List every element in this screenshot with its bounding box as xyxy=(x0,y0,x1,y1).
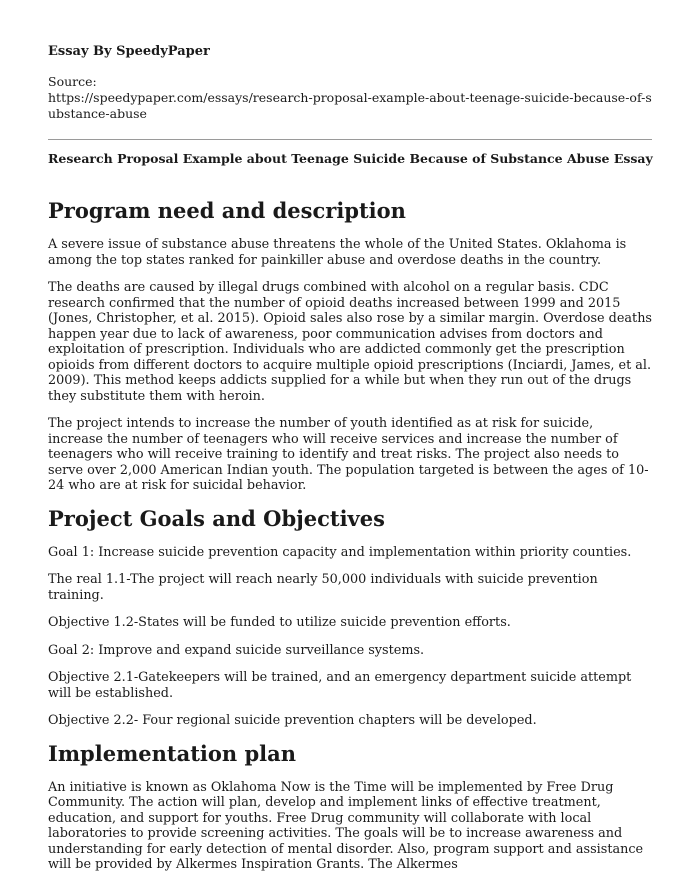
source-url[interactable]: https://speedypaper.com/essays/research-proposal-example-about-teenage-suicide-because-of-substance-abuse xyxy=(48,90,652,121)
source-label: Source: xyxy=(48,74,97,89)
section-heading: Implementation plan xyxy=(48,740,297,766)
paragraph: Objective 2.1-Gatekeepers will be trained, and an emergency department suicide attempt will be established. xyxy=(48,670,632,701)
source-block xyxy=(48,74,652,122)
paragraph: Goal 1: Increase suicide prevention capacity and implementation within priority counties. xyxy=(48,544,632,560)
essay-title: Research Proposal Example about Teenage Suicide Because of Substance Abuse Essay xyxy=(48,151,653,166)
paragraph: Objective 2.2- Four regional suicide prevention chapters will be developed. xyxy=(48,713,537,728)
section-goals-objectives xyxy=(48,506,652,729)
divider xyxy=(48,139,652,140)
paragraph: An initiative is known as Oklahoma Now is the Time will be implemented by Free Drug Community. The action will plan, develop and implement links of effective treatment, education, and support for youths. Free Drug community will collaborate with local laboratories to provide screening activities. The goals will be to increase awareness and understanding for early detection of mental disorder. Also, program support and assistance will be provided by Alkermes Inspiration Grants. The Alkermes xyxy=(48,779,644,872)
essay-body xyxy=(48,198,652,885)
section-heading: Program need and description xyxy=(48,198,406,223)
paragraph: The project intends to increase the number of youth identified as at risk for suicide, increase the number of teenagers who will receive services and increase the number of teenagers who will receive training to identify and treat risks. The project also needs to serve over 2,000 American Indian youth. The population targeted is between the ages of 10-24 who are at risk for suicidal behavior. xyxy=(48,416,649,493)
section-heading: Project Goals and Objectives xyxy=(48,505,385,531)
paragraph: Goal 2: Improve and expand suicide surveillance systems. xyxy=(48,642,425,658)
author-line: Essay By SpeedyPaper xyxy=(48,44,210,59)
paragraph: The deaths are caused by illegal drugs combined with alcohol on a regular basis. CDC research confirmed that the number of opioid deaths increased between 1999 and 2015 (Jones, Christopher, et al. 2015). Opioid sales also rose by a similar margin. Overdose deaths happen year due to lack of awareness, poor communication advises from doctors and exploitation of prescription. Individuals who are addicted commonly get the prescription opioids from different doctors to acquire multiple opioid prescriptions (Inciardi, James, et al. 2009). This method keeps addicts supplied for a while but when they run out of the drugs they substitute them with heroin. xyxy=(48,280,652,404)
paragraph: A severe issue of substance abuse threatens the whole of the United States. Oklahoma is among the top states ranked for painkiller abuse and overdose deaths in the country. xyxy=(48,237,627,268)
paragraph: The real 1.1-The project will reach nearly 50,000 individuals with suicide prevention training. xyxy=(48,572,598,603)
section-program-need xyxy=(48,198,652,494)
section-implementation-plan xyxy=(48,741,652,873)
paragraph: Objective 1.2-States will be funded to utilize suicide prevention efforts. xyxy=(48,615,511,630)
